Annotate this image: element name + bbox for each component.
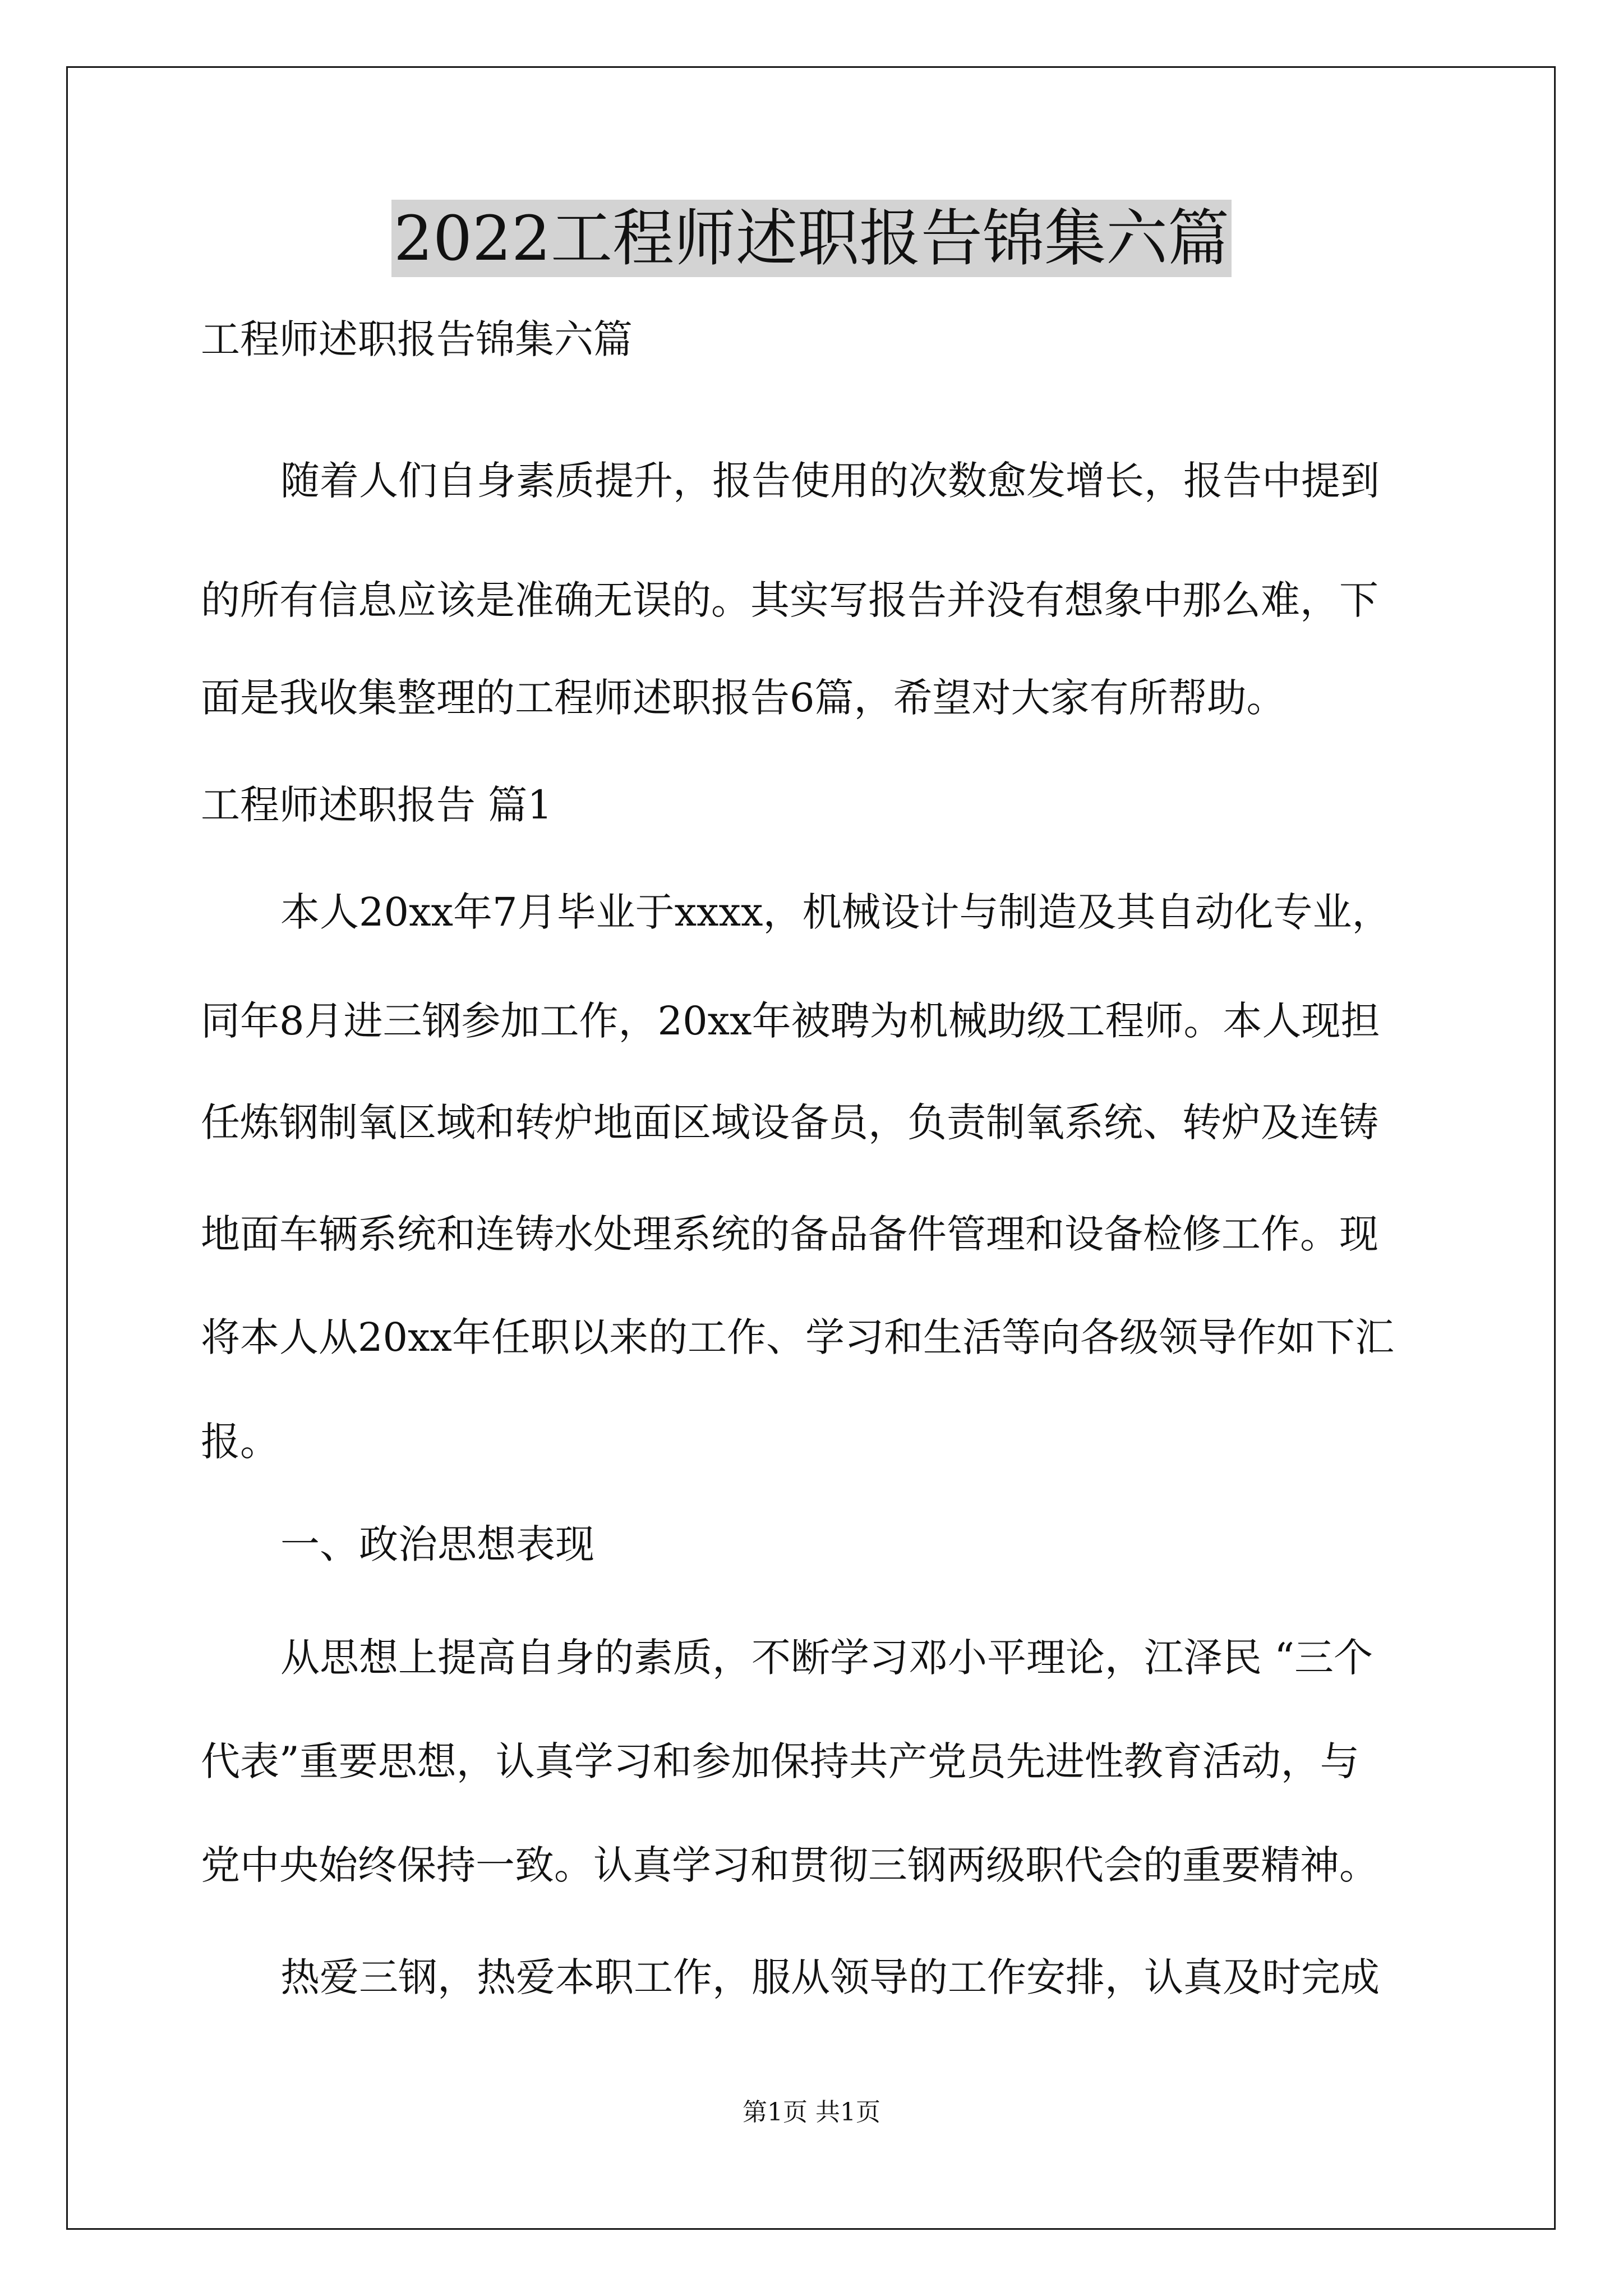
paragraph-line: 代表”重要思想，认真学习和参加保持共产党员先进性教育活动，与 [201, 1738, 1359, 1784]
paragraph-line: 任炼钢制氧区域和转炉地面区域设备员，负责制氧系统、转炉及连铸 [201, 1099, 1378, 1145]
paragraph-line: 同年8月进三钢参加工作，20xx年被聘为机械助级工程师。本人现担 [201, 998, 1380, 1044]
section-heading: 工程师述职报告 篇1 [201, 782, 552, 828]
paragraph-line: 面是我收集整理的工程师述职报告6篇，希望对大家有所帮助。 [201, 675, 1286, 721]
paragraph-line: 从思想上提高自身的素质，不断学习邓小平理论，江泽民 “三个 [280, 1635, 1373, 1681]
subsection-heading: 一、政治思想表现 [280, 1521, 594, 1567]
paragraph-line: 地面车辆系统和连铸水处理系统的备品备件管理和设备检修工作。现 [201, 1211, 1378, 1257]
paragraph-line: 本人20xx年7月毕业于xxxx，机械设计与制造及其自动化专业， [280, 889, 1391, 935]
document-title: 2022工程师述职报告锦集六篇 [391, 200, 1232, 277]
paragraph-line: 的所有信息应该是准确无误的。其实写报告并没有想象中那么难，下 [201, 577, 1378, 623]
paragraph-line: 党中央始终保持一致。认真学习和贯彻三钢两级职代会的重要精神。 [201, 1842, 1378, 1888]
subtitle-line: 工程师述职报告锦集六篇 [201, 316, 633, 362]
paragraph-line: 随着人们自身素质提升，报告使用的次数愈发增长，报告中提到 [280, 458, 1380, 504]
page-footer: 第1页 共1页 [743, 2098, 880, 2127]
title-container [0, 200, 1623, 277]
paragraph-line: 热爱三钢，热爱本职工作，服从领导的工作安排，认真及时完成 [280, 1954, 1380, 2000]
paragraph-line: 将本人从20xx年任职以来的工作、学习和生活等向各级领导作如下汇 [201, 1314, 1395, 1360]
paragraph-line: 报。 [201, 1419, 279, 1465]
